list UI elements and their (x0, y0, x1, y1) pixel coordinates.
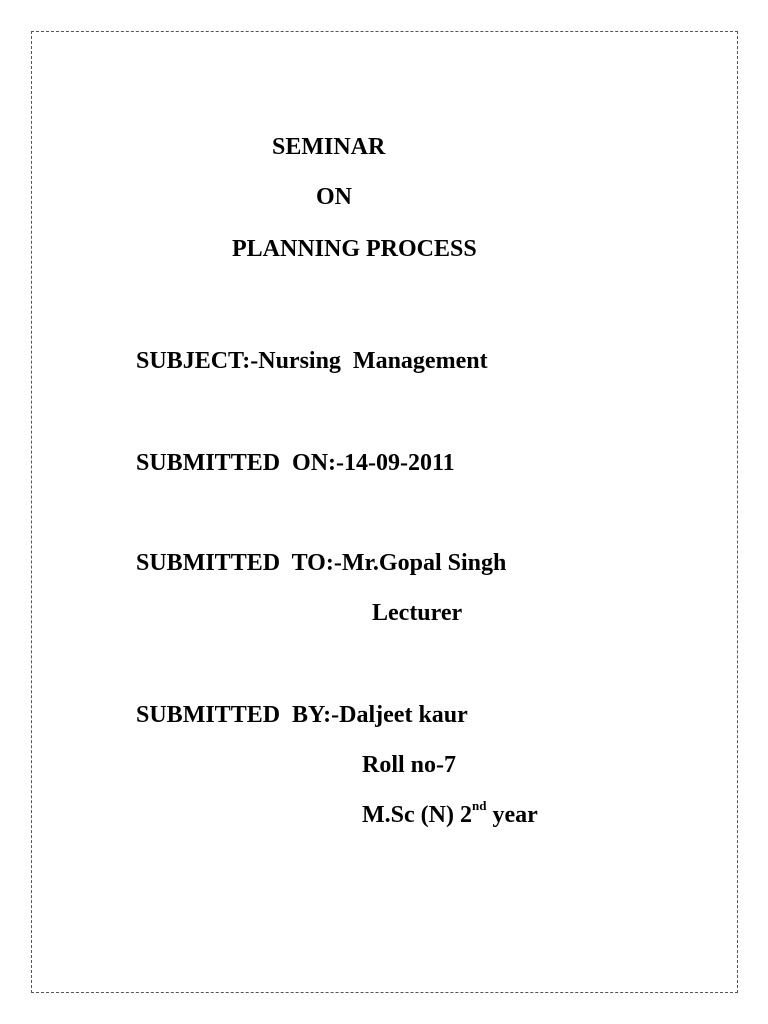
title-topic: PLANNING PROCESS (232, 236, 477, 262)
subject-line: SUBJECT:-Nursing Management (136, 348, 488, 374)
page-border (31, 31, 738, 993)
submitted-on-line: SUBMITTED ON:-14-09-2011 (136, 450, 455, 476)
submitted-by-line: SUBMITTED BY:-Daljeet kaur (136, 702, 468, 728)
submitted-to-designation: Lecturer (372, 600, 463, 626)
title-seminar: SEMINAR (272, 134, 386, 160)
course-prefix: M.Sc (N) 2 (362, 802, 472, 828)
course-ordinal-suffix: nd (471, 798, 487, 813)
course-year (362, 798, 538, 829)
title-on: ON (316, 184, 352, 210)
course-suffix: year (486, 802, 538, 828)
roll-number: Roll no-7 (362, 752, 457, 778)
submitted-to-line: SUBMITTED TO:-Mr.Gopal Singh (136, 550, 507, 576)
